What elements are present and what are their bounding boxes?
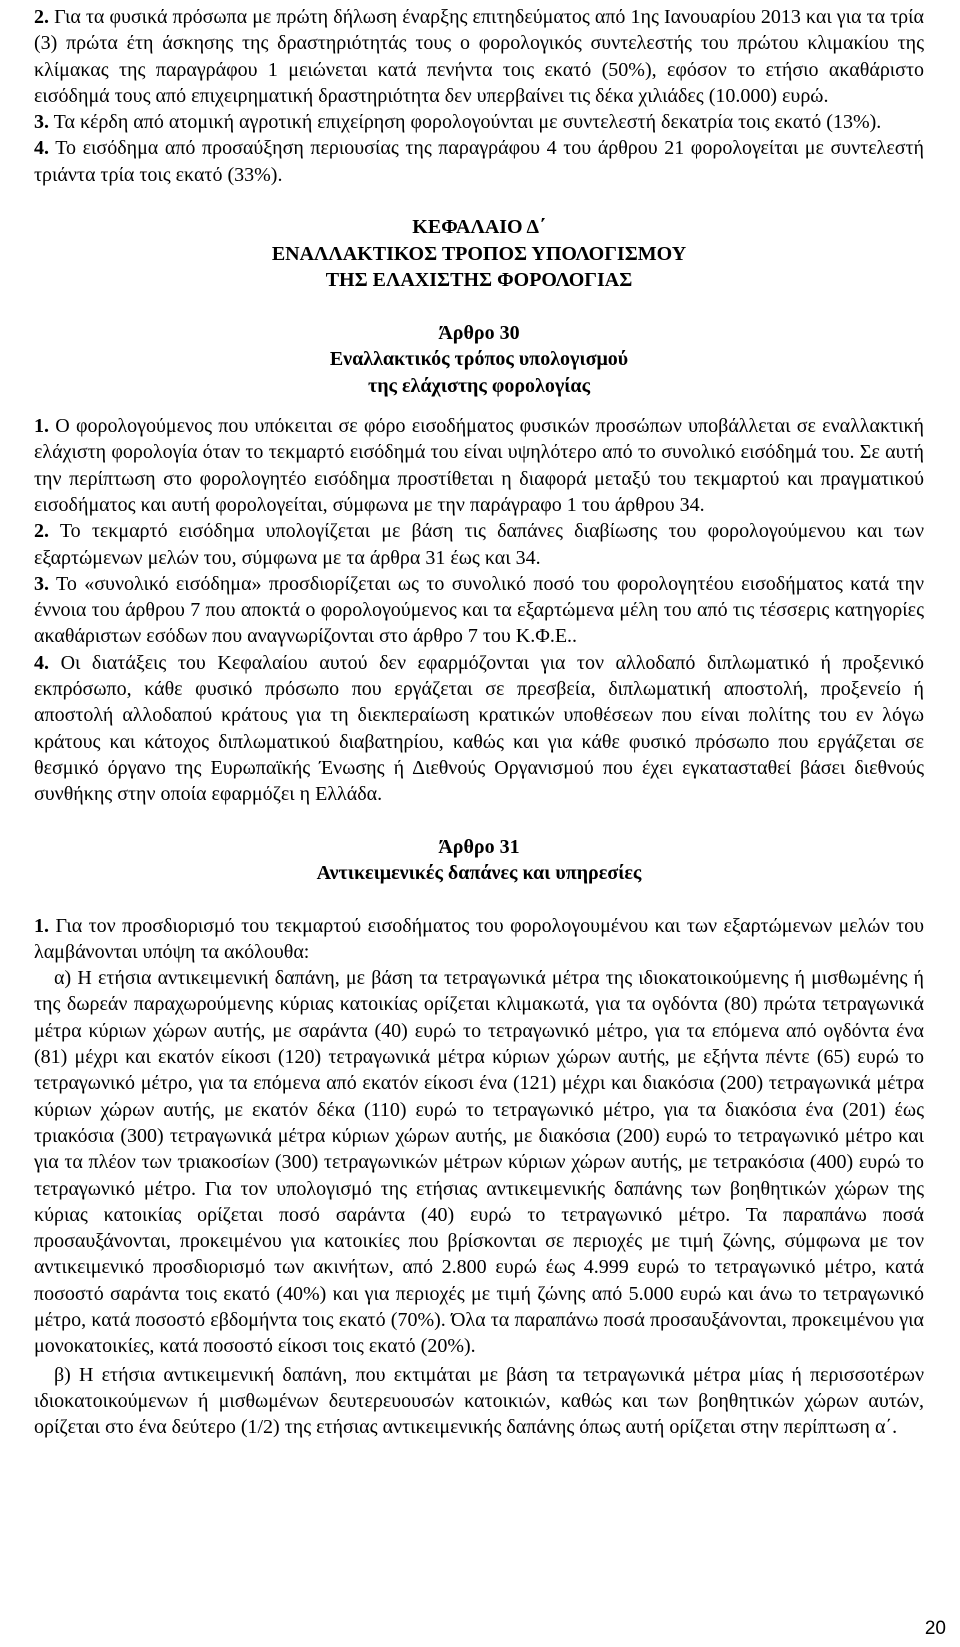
paragraph-number: 2. [34,520,49,543]
article-30-heading [34,320,924,400]
chapter-number: ΚΕΦΑΛΑΙΟ Δ΄ [412,216,546,239]
paragraph-number: 2. [34,6,49,28]
article-title-line-1: Εναλλακτικός τρόπος υπολογισμού [329,348,629,371]
paragraph-4 [34,135,924,188]
paragraph-number: 4. [34,651,49,674]
paragraph-text: Ο φορολογούμενος που υπόκειται σε φόρο εισοδήματος φυσικών προσώπων υποβάλλεται σε εναλλακτική ελάχιστη φορολογία όταν το τεκμαρτό εισόδημά του είναι υψηλότερο από το συνολικό εισόδημά του. Σε αυτή την περίπτωση στο φορολογητέο εισόδημα προστίθεται η διαφορά μεταξύ του τεκμαρτού και πραγματικού εισοδήματος και αυτή φορολογείται, σύμφωνα με την παράγραφο 1 του άρθρου 34. [34,415,924,516]
article-31-heading [34,834,924,887]
article-30-paragraph-2 [34,518,924,571]
paragraph-2 [34,4,924,109]
chapter-heading [34,214,924,294]
page-number: 20 [924,1618,946,1639]
paragraph-number: 3. [34,572,49,595]
paragraph-text: Τα κέρδη από ατομική αγροτική επιχείρηση φορολογούνται με συντελεστή δεκατρία τοις εκατό (13%). [53,111,882,134]
paragraph-text: Το «συνολικό εισόδημα» προσδιορίζεται ως το συνολικό ποσό του φορολογητέου εισοδήματος κατά την έννοια του άρθρου 7 που αποκτά ο φορολογούμενος και τα εξαρτώμενα μέλη του από τις τέσσερις κατηγορίες ακαθάριστων εσόδων που αναγνωρίζονται στο άρθρο 7 του Κ.Φ.Ε.. [34,572,924,648]
paragraph-text: Το εισόδημα από προσαύξηση περιουσίας της παραγράφου 4 του άρθρου 21 φορολογείται με συντελεστή τριάντα τρία τοις εκατό (33%). [34,137,925,186]
paragraph-number: 1. [34,415,49,438]
article-31-paragraph-1 [34,913,924,966]
chapter-title-line-1: ΕΝΑΛΛΑΚΤΙΚΟΣ ΤΡΟΠΟΣ ΥΠΟΛΟΓΙΣΜΟΥ [271,242,687,265]
chapter-title-line-2: ΤΗΣ ΕΛΑΧΙΣΤΗΣ ΦΟΡΟΛΟΓΙΑΣ [325,269,633,292]
paragraph-text: Για τον προσδιορισμό του τεκμαρτού εισοδήματος του φορολογουμένου και των εξαρτώμενων μελών του λαμβάνονται υπόψη τα ακόλουθα: [34,914,925,963]
paragraph-3 [34,109,924,135]
paragraph-text: Οι διατάξεις του Κεφαλαίου αυτού δεν εφαρμόζονται για τον αλλοδαπό διπλωματικό ή προξενικό εκπρόσωπο, κάθε φυσικό πρόσωπο που εργάζεται σε πρεσβεία, διπλωματική αποστολή, προξενείο ή αποστολή αλλοδαπού κράτους για τη διεκπεραίωση κρατικών υποθέσεων που είναι πολίτης του εν λόγω κράτους και κάτοχος διπλωματικού διαβατηρίου, καθώς και για κάθε φυσικό πρόσωπο που εργάζεται σε θεσμικό όργανο της Ευρωπαϊκής Ένωσης ή Διεθνούς Οργανισμού που έχει εγκατασταθεί βάσει διεθνούς συνθήκης στην οποία εφαρμόζει η Ελλάδα. [34,651,925,806]
article-number: Άρθρο 31 [438,835,520,858]
article-number: Άρθρο 30 [438,321,520,344]
document-page [34,0,924,1440]
article-31-case-a: α) Η ετήσια αντικειμενική δαπάνη, με βάση τα τετραγωνικά μέτρα της ιδιοκατοικούμενης ή μισθωμένης ή της δωρεάν παραχωρούμενης κύριας κατοικίας ορίζεται κλιμακωτά, για τα ογδόντα (80) πρώτα τετραγωνικά μέτρα κύριων χώρων αυτής, με σαράντα (40) ευρώ το τετραγωνικό μέτρο, για τα επόμενα από ογδόντα ένα (81) μέχρι και εκατόν είκοσι (120) τετραγωνικά μέτρα κύριων χώρων αυτής, με εξήντα πέντε (65) ευρώ το τετραγωνικό μέτρο, για τα επόμενα από εκατόν είκοσι ένα (121) μέχρι και διακόσια (200) τετραγωνικά μέτρα κύριων χώρων αυτής, με εκατόν δέκα (110) ευρώ το τετραγωνικό μέτρο, για τα διακόσια ένα (201) έως τριακόσια (300) τετραγωνικά μέτρα κύριων χώρων αυτής, με διακόσια (200) ευρώ το τετραγωνικό μέτρο και για τα πλέον των τριακοσίων (300) τετραγωνικών μέτρων κύριων χώρων αυτής, με τετρακόσια (400) ευρώ το τετραγωνικό μέτρο. Για τον υπολογισμό της ετήσιας αντικειμενικής δαπάνης των βοηθητικών χώρων της κύριας κατοικίας ορίζεται ποσό σαράντα (40) ευρώ το τετραγωνικό μέτρο. Τα παραπάνω ποσά προσαυξάνονται, προκειμένου για κατοικίες που βρίσκονται σε περιοχές με τιμή ζώνης, σύμφωνα με τον αντικειμενικό προσδιορισμό των ακινήτων, από 2.800 ευρώ έως 4.999 ευρώ το τετραγωνικό μέτρο, κατά ποσοστό σαράντα τοις εκατό (40%) και για περιοχές με τιμή ζώνης από 5.000 ευρώ και άνω το τετραγωνικό μέτρο, κατά ποσοστό εβδομήντα τοις εκατό (70%). Όλα τα παραπάνω ποσά προσαυξάνονται, προκειμένου για μονοκατοικίες, κατά ποσοστό είκοσι τοις εκατό (20%). [34,967,924,1358]
paragraph-text: Το τεκμαρτό εισόδημα υπολογίζεται με βάση τις δαπάνες διαβίωσης του φορολογούμενου και των εξαρτώμενων μελών του, σύμφωνα με τα άρθρα 31 έως και 34. [34,520,925,569]
paragraph-number: 3. [34,111,49,134]
article-31-case-b: β) Η ετήσια αντικειμενική δαπάνη, που εκτιμάται με βάση τα τετραγωνικά μέτρα μίας ή περισσοτέρων ιδιοκατοικούμενων ή μισθωμένων δευτερευουσών κατοικιών, καθώς και των βοηθητικών χώρων αυτών, ορίζεται στο ένα δεύτερο (1/2) της ετήσιας αντικειμενικής δαπάνης όπως αυτή ορίζεται στην περίπτωση α΄. [34,1363,924,1439]
article-30-paragraph-1 [34,413,924,518]
article-30-paragraph-3 [34,571,924,650]
article-title: Αντικειμενικές δαπάνες και υπηρεσίες [316,862,642,885]
article-30-paragraph-4 [34,650,924,808]
paragraph-number: 4. [34,137,49,160]
article-30-body [34,413,924,807]
article-title-line-2: της ελάχιστης φορολογίας [367,374,591,397]
article-31-body [34,913,924,1441]
paragraph-number: 1. [34,914,49,937]
paragraph-text: Για τα φυσικά πρόσωπα με πρώτη δήλωση έναρξης επιτηδεύματος από 1ης Ιανουαρίου 2013 και για τα τρία (3) πρώτα έτη άσκησης της δραστηριότητάς τους ο φορολογικός συντελεστής του πρώτου κλιμακίου της κλίμακας της παραγράφου 1 μειώνεται κατά πενήντα τοις εκατό (50%), εφόσον το ετήσιο ακαθάριστο εισόδημά τους από επιχειρηματική δραστηριότητα δεν υπερβαίνει τις δέκα χιλιάδες (10.000) ευρώ. [34,6,925,107]
